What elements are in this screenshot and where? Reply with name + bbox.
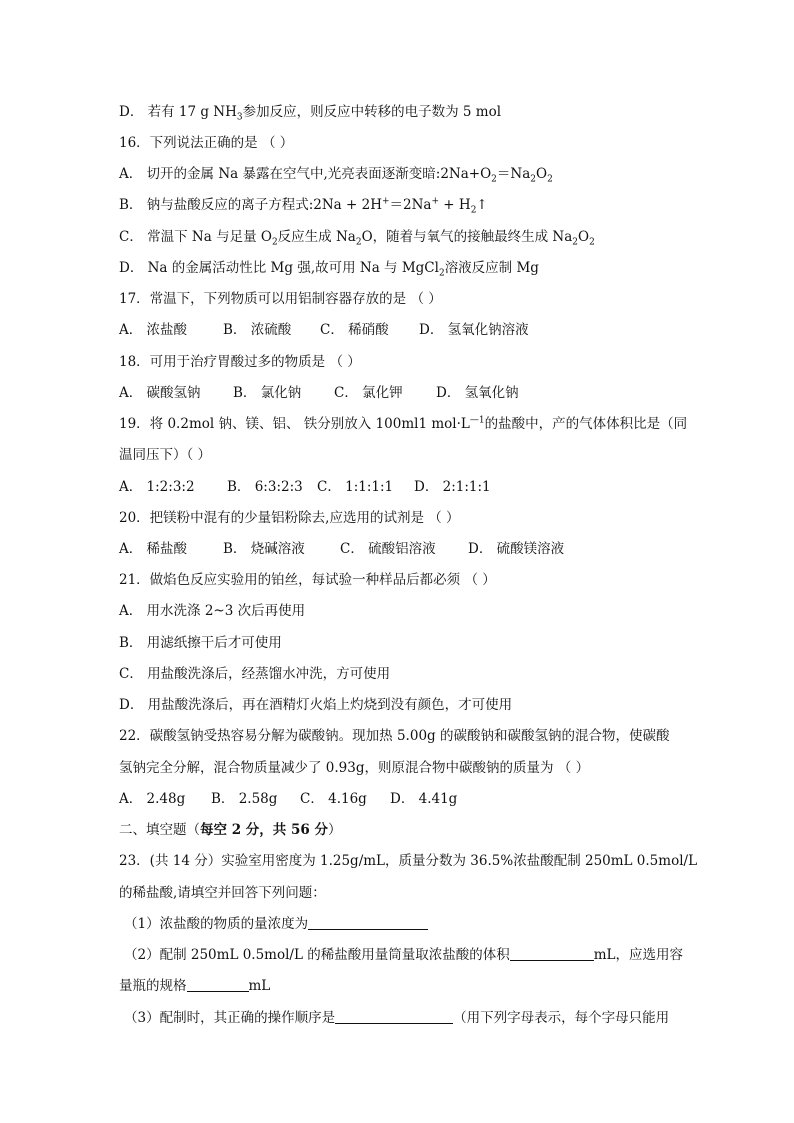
q19-stem-line2: 温同压下）（ ） — [119, 447, 212, 463]
q18-option: B． 氯化钠 — [233, 385, 302, 401]
q22-option: D． 4.41g — [390, 791, 458, 807]
q16-option-c: C． 常温下 Na 与足量 $O_2$反应生成 $Na_2O$，随着与氧气的接触最终生成 $Na_2O_2$ — [119, 229, 595, 248]
q19-option: C． 1:1:1:1 — [317, 479, 394, 495]
q21-option-a: A． 用水洗涤 2~3 次后再使用 — [119, 603, 306, 619]
answer-blank[interactable] — [335, 1009, 453, 1024]
q16-stem: 16．下列说法正确的是 （ ） — [119, 135, 294, 151]
q16-option-d: D． Na 的金属活动性比 Mg 强,故可用 Na 与 MgCl$_2$溶液反应制 Mg — [119, 260, 539, 279]
q19-option: B． 6:3:2:3 — [227, 479, 303, 495]
q23-part2-line1: （2）配制 250mL 0.5mol/L 的稀盐酸用量筒量取浓盐酸的体积 mL，应选用容 — [124, 947, 684, 963]
q17-options — [119, 320, 679, 340]
q15-option-d: D． 若有 17 g $NH_3$参加反应，则反应中转移的电子数为 5 mol — [119, 104, 502, 123]
q23-part1: （1）浓盐酸的物质的量浓度为 — [124, 914, 684, 934]
q20-options — [119, 539, 679, 559]
q18-option: A． 碳酸氢钠 — [119, 385, 201, 401]
q17-stem: 17．常温下，下列物质可以用铝制容器存放的是 （ ） — [119, 291, 442, 307]
q20-option: C． 硫酸铝溶液 — [340, 541, 436, 557]
q21-option-b: B． 用滤纸擦干后才可使用 — [119, 635, 282, 651]
q17-option: B． 浓硫酸 — [223, 322, 292, 338]
q16-option-a: A． 切开的金属 Na 暴露在空气中,光亮表面逐渐变暗$:2Na+O_2=Na_2O_2$ — [119, 166, 553, 185]
q23-part2-line2: 量瓶的规格 mL — [119, 978, 271, 994]
q22-stem-line2: 氢钠完全分解，混合物质量减少了 0.93g，则原混合物中碳酸钠的质量为 （ ） — [119, 760, 590, 776]
answer-blank[interactable] — [308, 915, 428, 930]
q22-option: A． 2.48g — [119, 791, 186, 807]
q18-options — [119, 383, 679, 403]
q18-option: D． 氢氧化钠 — [436, 385, 519, 401]
q20-option: A． 稀盐酸 — [119, 541, 188, 557]
q21-stem: 21．做焰色反应实验用的铂丝，每试验一种样品后都必须 （ ） — [119, 572, 496, 588]
q19-stem-line1: 19．将 0.2mol 钠、镁、铝、 铁分别放入 100ml1 $mol\cdot L^{—1}$的盐酸中，产的气体体积比是（同 — [119, 415, 688, 432]
q17-option: C． 稀硝酸 — [320, 322, 389, 338]
q23-stem-line1: 23．(共 14 分）实验室用密度为 1.25g/mL，质量分数为 36.5%浓盐酸配制 250mL 0.5mol/L — [119, 853, 698, 869]
answer-blank[interactable] — [187, 977, 249, 992]
q22-stem-line1: 22．碳酸氢钠受热容易分解为碳酸钠。现加热 5.00g 的碳酸钠和碳酸氢钠的混合物，使碳酸 — [119, 728, 670, 744]
q17-option: A． 浓盐酸 — [119, 322, 188, 338]
section-title: 二、填空题（每空 2 分，共 56 分） — [119, 822, 342, 838]
q19-option: D． 2:1:1:1 — [414, 479, 491, 495]
q21-option-d: D． 用盐酸洗涤后，再在酒精灯火焰上灼烧到没有颜色，才可使用 — [119, 697, 513, 713]
answer-blank[interactable] — [510, 946, 594, 961]
q20-option: B． 烧碱溶液 — [223, 541, 305, 557]
q20-stem: 20．把镁粉中混有的少量铝粉除去,应选用的试剂是 （ ） — [119, 510, 460, 526]
q16-option-b: B． 钠与盐酸反应的离子方程式:2Na + $2H^+=2Na^+ + H_2↑$ — [119, 196, 488, 216]
q20-option: D． 硫酸镁溶液 — [468, 541, 565, 557]
q18-option: C． 氯化钾 — [334, 385, 403, 401]
q17-option: D． 氢氧化钠溶液 — [419, 322, 529, 338]
q19-options — [119, 477, 679, 497]
q18-stem: 18．可用于治疗胃酸过多的物质是 （ ） — [119, 354, 361, 370]
q22-option: B． 2.58g — [211, 791, 278, 807]
q23-part3: （3）配制时，其正确的操作顺序是 （用下列字母表示，每个字母只能用 — [124, 1010, 670, 1026]
q22-options — [119, 789, 679, 809]
q23-stem-line2: 的稀盐酸,请填空并回答下列问题： — [119, 885, 326, 901]
q21-option-c: C． 用盐酸洗涤后，经蒸馏水冲洗，方可使用 — [119, 666, 391, 682]
q19-option: A． 1:2:3:2 — [119, 479, 195, 495]
q22-option: C． 4.16g — [300, 791, 367, 807]
